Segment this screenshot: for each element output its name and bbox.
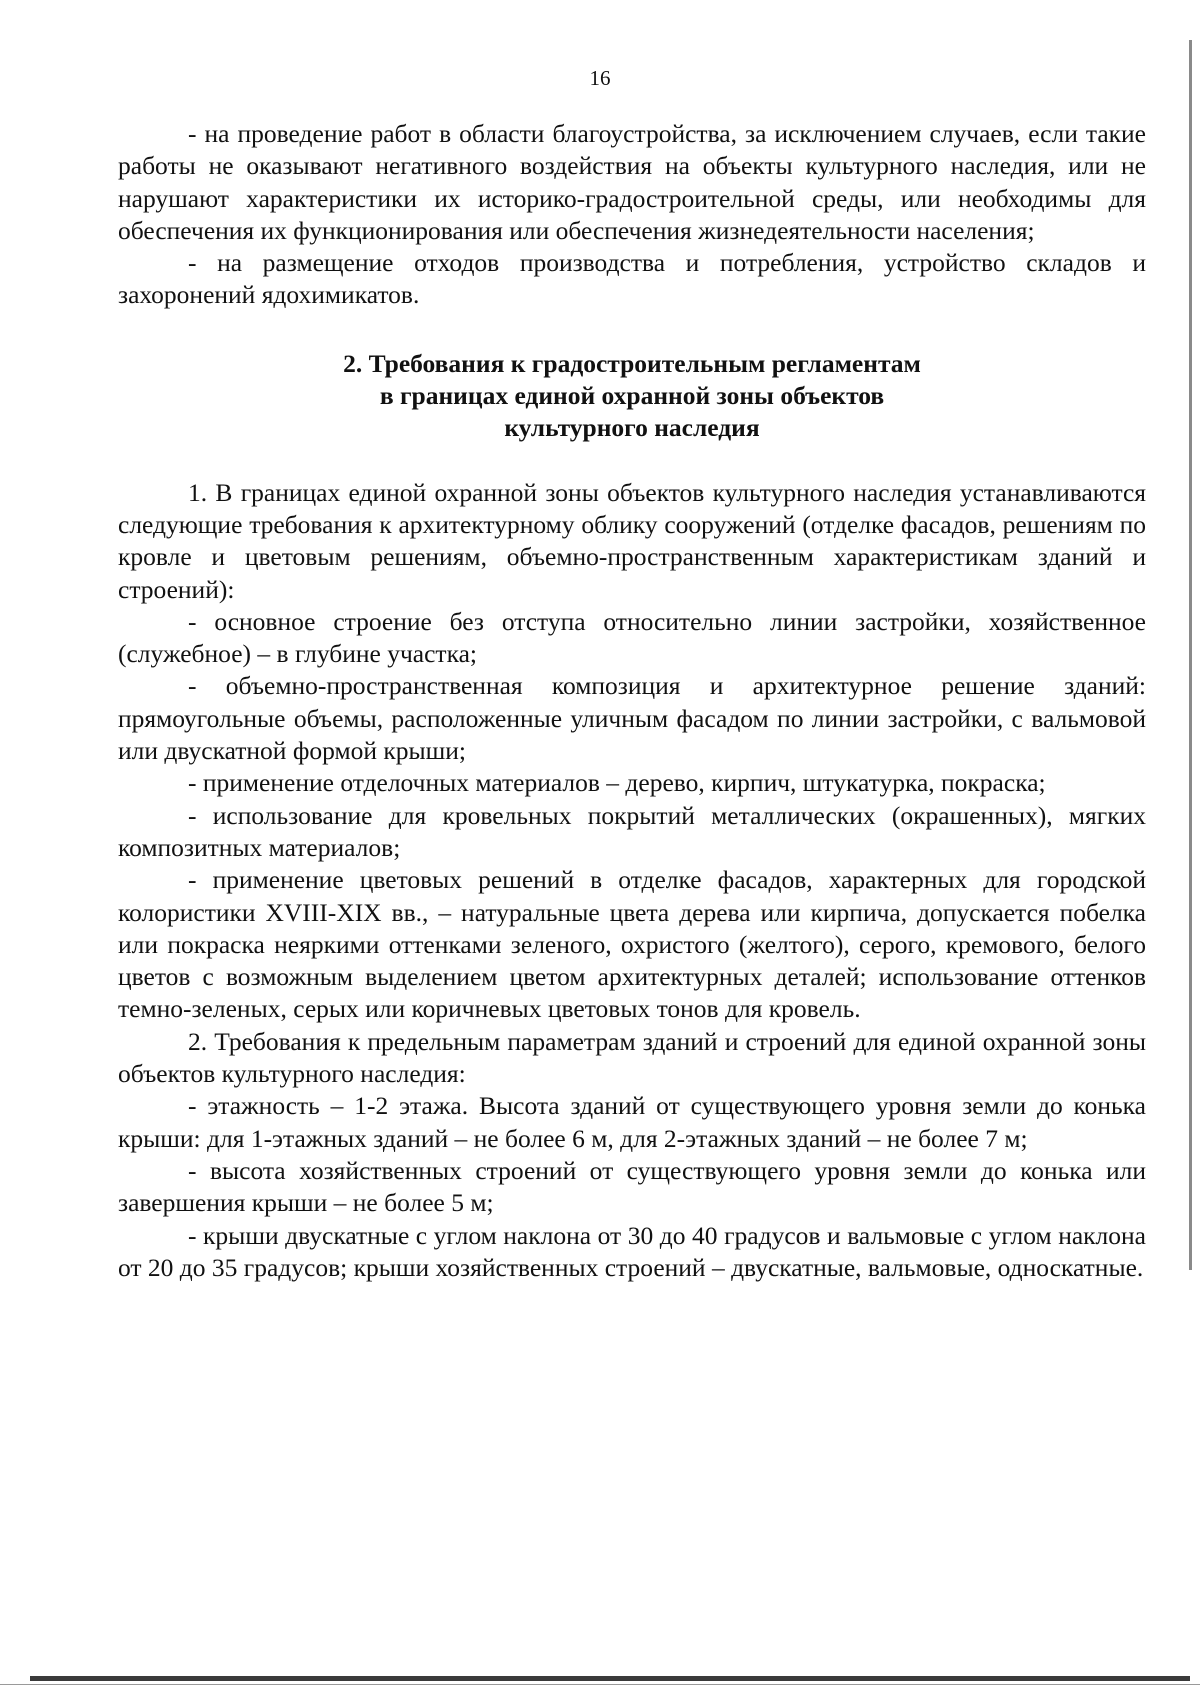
paragraph-waste-restriction: - на размещение отходов производства и потребления, устройство складов и захоронений ядохимикатов. — [118, 248, 1146, 310]
paragraph-main-building: - основное строение без отступа относительно линии застройки, хозяйственное (служебное) – в глубине участка; — [118, 606, 1146, 669]
paragraph-limit-parameters: 2. Требования к предельным параметрам зданий и строений для единой охранной зоны объектов культурного наследия: — [118, 1026, 1146, 1089]
scan-edge-right — [1189, 40, 1192, 1270]
paragraph-roofing-materials: - использование для кровельных покрытий металлических (окрашенных), мягких композитных материалов; — [118, 800, 1146, 862]
paragraph-finishing-materials: - применение отделочных материалов – дерево, кирпич, штукатурка, покраска; — [188, 768, 1046, 798]
section-heading-line: 2. Требования к градостроительным регламентам — [343, 348, 921, 378]
scan-edge-bottom-thin — [0, 1684, 1200, 1685]
scan-edge-bottom — [30, 1676, 1190, 1681]
section-heading-line: в границах единой охранной зоны объектов — [379, 381, 885, 411]
paragraph-outbuilding-height: - высота хозяйственных строений от существующего уровня земли до конька или завершения крыши – не более 5 м; — [118, 1155, 1146, 1218]
paragraph-roof-slopes: - крыши двускатные с углом наклона от 30 до 40 градусов и вальмовые с углом наклона от 20 до 35 градусов; крыши хозяйственных строений – двускатные, вальмовые, односкатные. — [118, 1220, 1146, 1282]
paragraph-storeys: - этажность – 1-2 этажа. Высота зданий от существующего уровня земли до конька крыши: для 1-этажных зданий – не более 6 м, для 2-этажных зданий – не более 7 м; — [118, 1091, 1146, 1153]
page-number: 16 — [589, 66, 611, 90]
paragraph-color-solutions: - применение цветовых решений в отделке фасадов, характерных для городской колористики XVIII-XIX вв., – натуральные цвета дерева или кирпича, допускается побелка или покраска неяркими оттенками зеленого, охристого (желтого), серого, кремового, белого цветов с возможным выделением цветом архитектурных деталей; использование оттенков темно-зеленых, серых или коричневых цветовых тонов для кровель. — [118, 865, 1146, 1024]
document-body — [118, 118, 1146, 1284]
paragraph-architectural-requirements: 1. В границах единой охранной зоны объектов культурного наследия устанавливаются следующие требования к архитектурному облику сооружений (отделке фасадов, решениям по кровле и цветовым решениям, объемно-пространственным характеристикам зданий и строений): — [118, 477, 1146, 604]
section-heading — [118, 348, 1146, 445]
paragraph-landscaping-restriction: - на проведение работ в области благоустройства, за исключением случаев, если такие работы не оказывают негативного воздействия на объекты культурного наследия, или не нарушают характеристики их историко-градостроительной среды, или необходимы для обеспечения их функционирования или обеспечения жизнедеятельности населения; — [118, 119, 1146, 245]
paragraph-spatial-composition: - объемно-пространственная композиция и архитектурное решение зданий: прямоугольные объемы, расположенные уличным фасадом по линии застройки, с вальмовой или двускатной формой крыши; — [118, 671, 1146, 766]
section-heading-line: культурного наследия — [504, 413, 760, 443]
